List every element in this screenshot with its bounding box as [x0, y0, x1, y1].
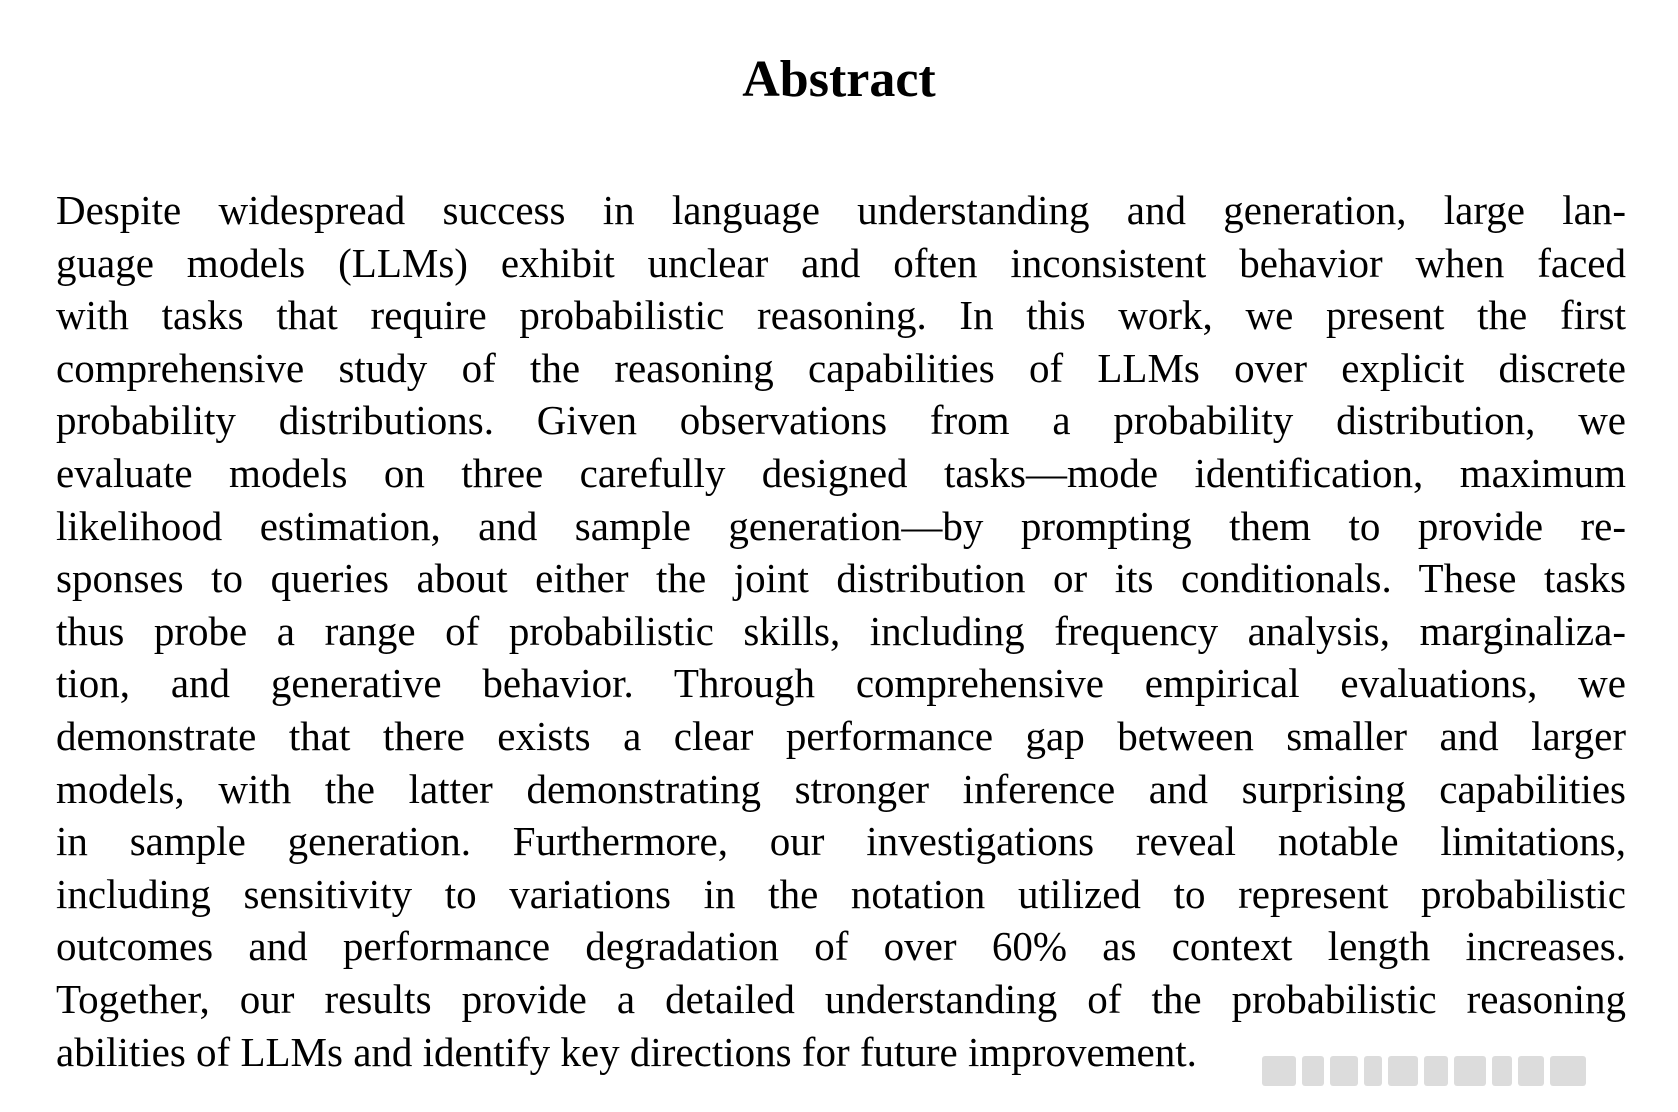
- abstract-line: models, with the latter demonstrating stronger inference and surprising capabilities: [56, 765, 1626, 812]
- watermark-mark: [1454, 1056, 1486, 1086]
- abstract-line: tion, and generative behavior. Through comprehensive empirical evaluations, we: [56, 660, 1626, 707]
- watermark-mark: [1550, 1056, 1586, 1086]
- abstract-line: Together, our results provide a detailed understanding of the probabilistic reasoning: [56, 975, 1626, 1022]
- watermark-overlay: [1262, 1048, 1662, 1094]
- abstract-line: comprehensive study of the reasoning capabilities of LLMs over explicit discrete: [56, 344, 1626, 391]
- abstract-line: demonstrate that there exists a clear performance gap between smaller and larger: [56, 712, 1626, 759]
- abstract-line: outcomes and performance degradation of over 60% as context length increases.: [56, 923, 1626, 970]
- watermark-mark: [1330, 1056, 1358, 1086]
- abstract-line: thus probe a range of probabilistic skills, including frequency analysis, marginaliza-: [56, 607, 1626, 654]
- watermark-mark: [1518, 1056, 1544, 1086]
- watermark-mark: [1388, 1056, 1418, 1086]
- abstract-line: likelihood estimation, and sample generation—by prompting them to provide re-: [56, 502, 1626, 549]
- abstract-line: evaluate models on three carefully designed tasks—mode identification, maximum: [56, 449, 1626, 496]
- watermark-mark: [1492, 1056, 1512, 1086]
- abstract-line: probability distributions. Given observations from a probability distribution, we: [56, 397, 1626, 444]
- abstract-line: with tasks that require probabilistic reasoning. In this work, we present the first: [56, 292, 1626, 339]
- watermark-mark: [1424, 1056, 1448, 1086]
- abstract-body: [56, 184, 1626, 1078]
- watermark-mark: [1262, 1056, 1296, 1086]
- abstract-line: abilities of LLMs and identify key directions for future improvement.: [56, 1028, 1197, 1075]
- abstract-heading: Abstract: [742, 51, 936, 108]
- watermark-mark: [1364, 1056, 1382, 1086]
- abstract-line: sponses to queries about either the joint distribution or its conditionals. These tasks: [56, 555, 1626, 602]
- abstract-line: including sensitivity to variations in the notation utilized to represent probabilistic: [56, 870, 1626, 917]
- abstract-line: Despite widespread success in language understanding and generation, large lan-: [56, 187, 1626, 233]
- abstract-line: guage models (LLMs) exhibit unclear and often inconsistent behavior when faced: [56, 239, 1626, 286]
- watermark-mark: [1302, 1056, 1324, 1086]
- abstract-line: in sample generation. Furthermore, our investigations reveal notable limitations,: [56, 818, 1626, 865]
